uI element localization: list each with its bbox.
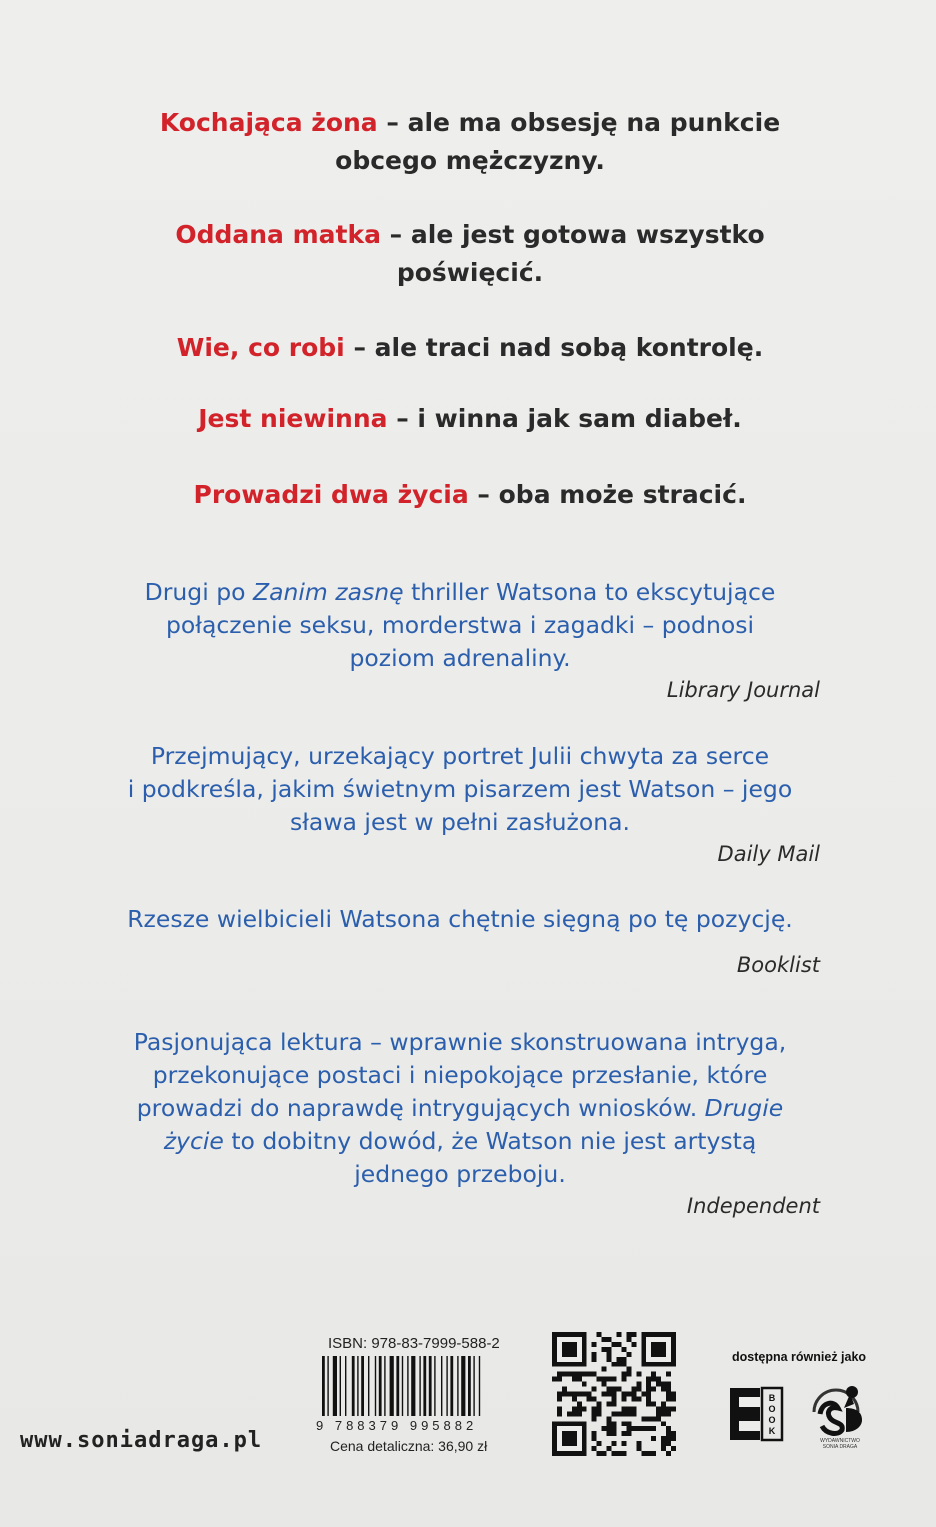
svg-text:WYDAWNICTWO: WYDAWNICTWO [820,1438,860,1444]
ean-digits: 9 788379 995882 [316,1418,478,1433]
barcode-bars [320,1356,524,1416]
svg-text:SONIA DRAGA: SONIA DRAGA [822,1444,858,1450]
tagline-3: Wie, co robi – ale traci nad sobą kontrolę. [176,333,764,362]
qr-code [552,1332,676,1456]
publisher-website: www.soniadraga.pl [20,1428,263,1453]
quote-source: Daily Mail [717,842,820,866]
retail-price: Cena detaliczna: 36,90 zł [330,1438,488,1454]
tagline-5: Prowadzi dwa życia – oba może stracić. [193,480,747,509]
isbn-barcode [314,1332,530,1462]
svg-text:O: O [768,1415,776,1425]
svg-text:K: K [768,1426,776,1436]
tagline-4: Jest niewinna – i winna jak sam diabeł. [198,404,742,433]
svg-text:B: B [768,1393,776,1403]
svg-text:O: O [768,1404,776,1414]
publisher-logo [800,1378,880,1450]
quote-source: Independent [686,1194,820,1218]
ebook-icon [728,1386,784,1442]
back-cover: Kochająca żona – ale ma obsesję na punkcie obcego mężczyzny. Oddana matka – ale jest gotowa wszystko poświęcić. Wie, co robi – ale traci nad sobą kontrolę. Jest niewinna – i winna jak sam diabeł. Prowadzi dwa życia – oba może stracić. Drugi po Zanim zasnę thriller Watsona to ekscytujące połączenie seksu, morderstwa i zagadki – podnosi poziom adrenaliny. Library Journal Przejmujący, urzekający portret Julii chwyta za serce i podkreśla, jakim świetnym pisarzem jest Watson – jego sława jest w pełni zasłużona. Daily Mail Rzesze wielbicieli Watsona chętnie sięgną po tę pozycję. Booklist Pasjonująca lektura – wprawnie skonstruowana intryga, przekonujące postaci i niepokojące przesłanie, które prowadzi do naprawdę intrygujących wniosków. Drugie życie to dobitny dowód, że Watson nie jest artystą jednego przeboju. Independent www.soniadraga.pl ISBN: 978-83-7999-588-2 9 788379 995882 Cena detaliczna: 36,90 zł dostępna również jako B O O K WYDAWNICTWO SONIA DRAGA [0,0,936,1527]
tagline-1: Kochająca żona – ale ma obsesję na punkcie obcego mężczyzny. [159,108,781,175]
quote-source: Library Journal [666,678,820,702]
isbn-number: ISBN: 978-83-7999-588-2 [328,1335,500,1352]
quote-source: Booklist [736,953,820,977]
ebook-availability-label: dostępna również jako [732,1350,867,1364]
tagline-2: Oddana matka – ale jest gotowa wszystko poświęcić. [175,220,765,287]
